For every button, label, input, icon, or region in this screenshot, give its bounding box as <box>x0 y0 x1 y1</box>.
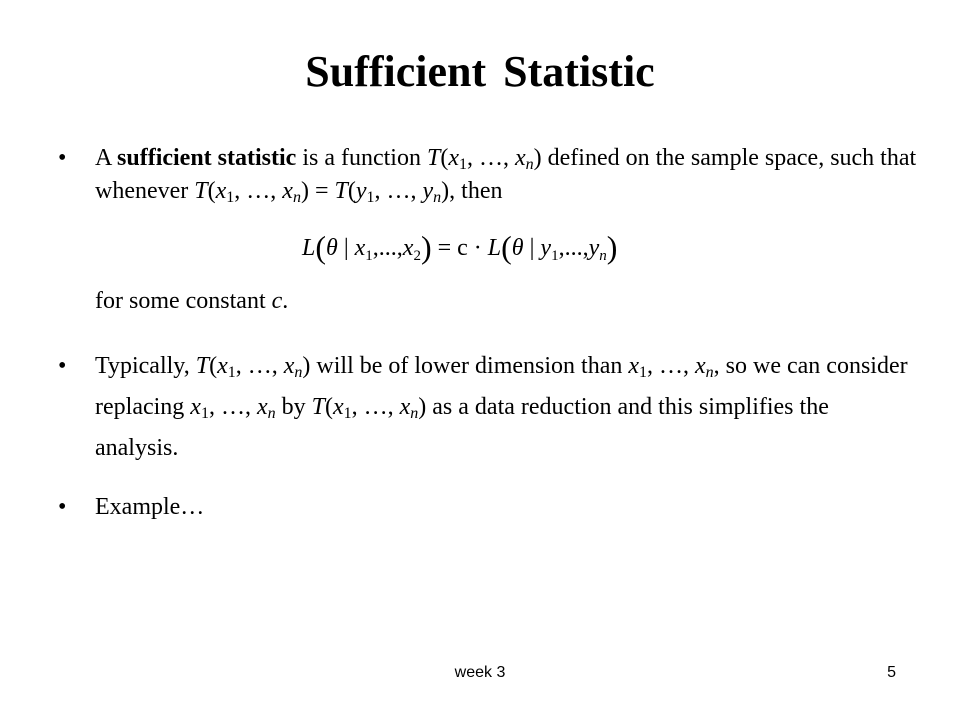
bullet-marker: • <box>58 145 67 171</box>
bullet-dimension-reduction <box>58 346 918 469</box>
bullet-marker: • <box>58 494 67 520</box>
bullet-text: Typically, $T(x_1$, …, $x_n$) will be of lower dimension than $x_1$, …, $x_n$, so we can consider replacing $x_1$, …, $x_n$ by $T(x_1$, …, $x_n$) as a data reduction and this simplifies the analysis. <box>95 353 908 461</box>
bullet-text: A sufficient statistic is a function $T(x_1$, …, $x_n$) defined on the sample space, such that whenever $T(x_1$, …, $x_n) = T(y_1$, …, $y_n$), then <box>95 145 917 206</box>
footer-week: week 3 <box>454 664 506 681</box>
bullet-text: Example… <box>95 494 205 520</box>
constant-note: for some constant c. <box>95 288 289 314</box>
bullet-sufficient-definition <box>58 142 918 208</box>
term-sufficient-statistic: sufficient statistic <box>117 145 297 171</box>
bullet-marker: • <box>58 353 67 379</box>
footer-page-number: 5 <box>887 664 896 681</box>
likelihood-equation: L(θ | $x_1,...,x_2) = c \cdot L(\theta$ | $y_1,...,y_n$) <box>302 229 618 265</box>
bullet-example <box>58 491 918 524</box>
slide-title: Sufficient Statistic <box>305 47 655 96</box>
